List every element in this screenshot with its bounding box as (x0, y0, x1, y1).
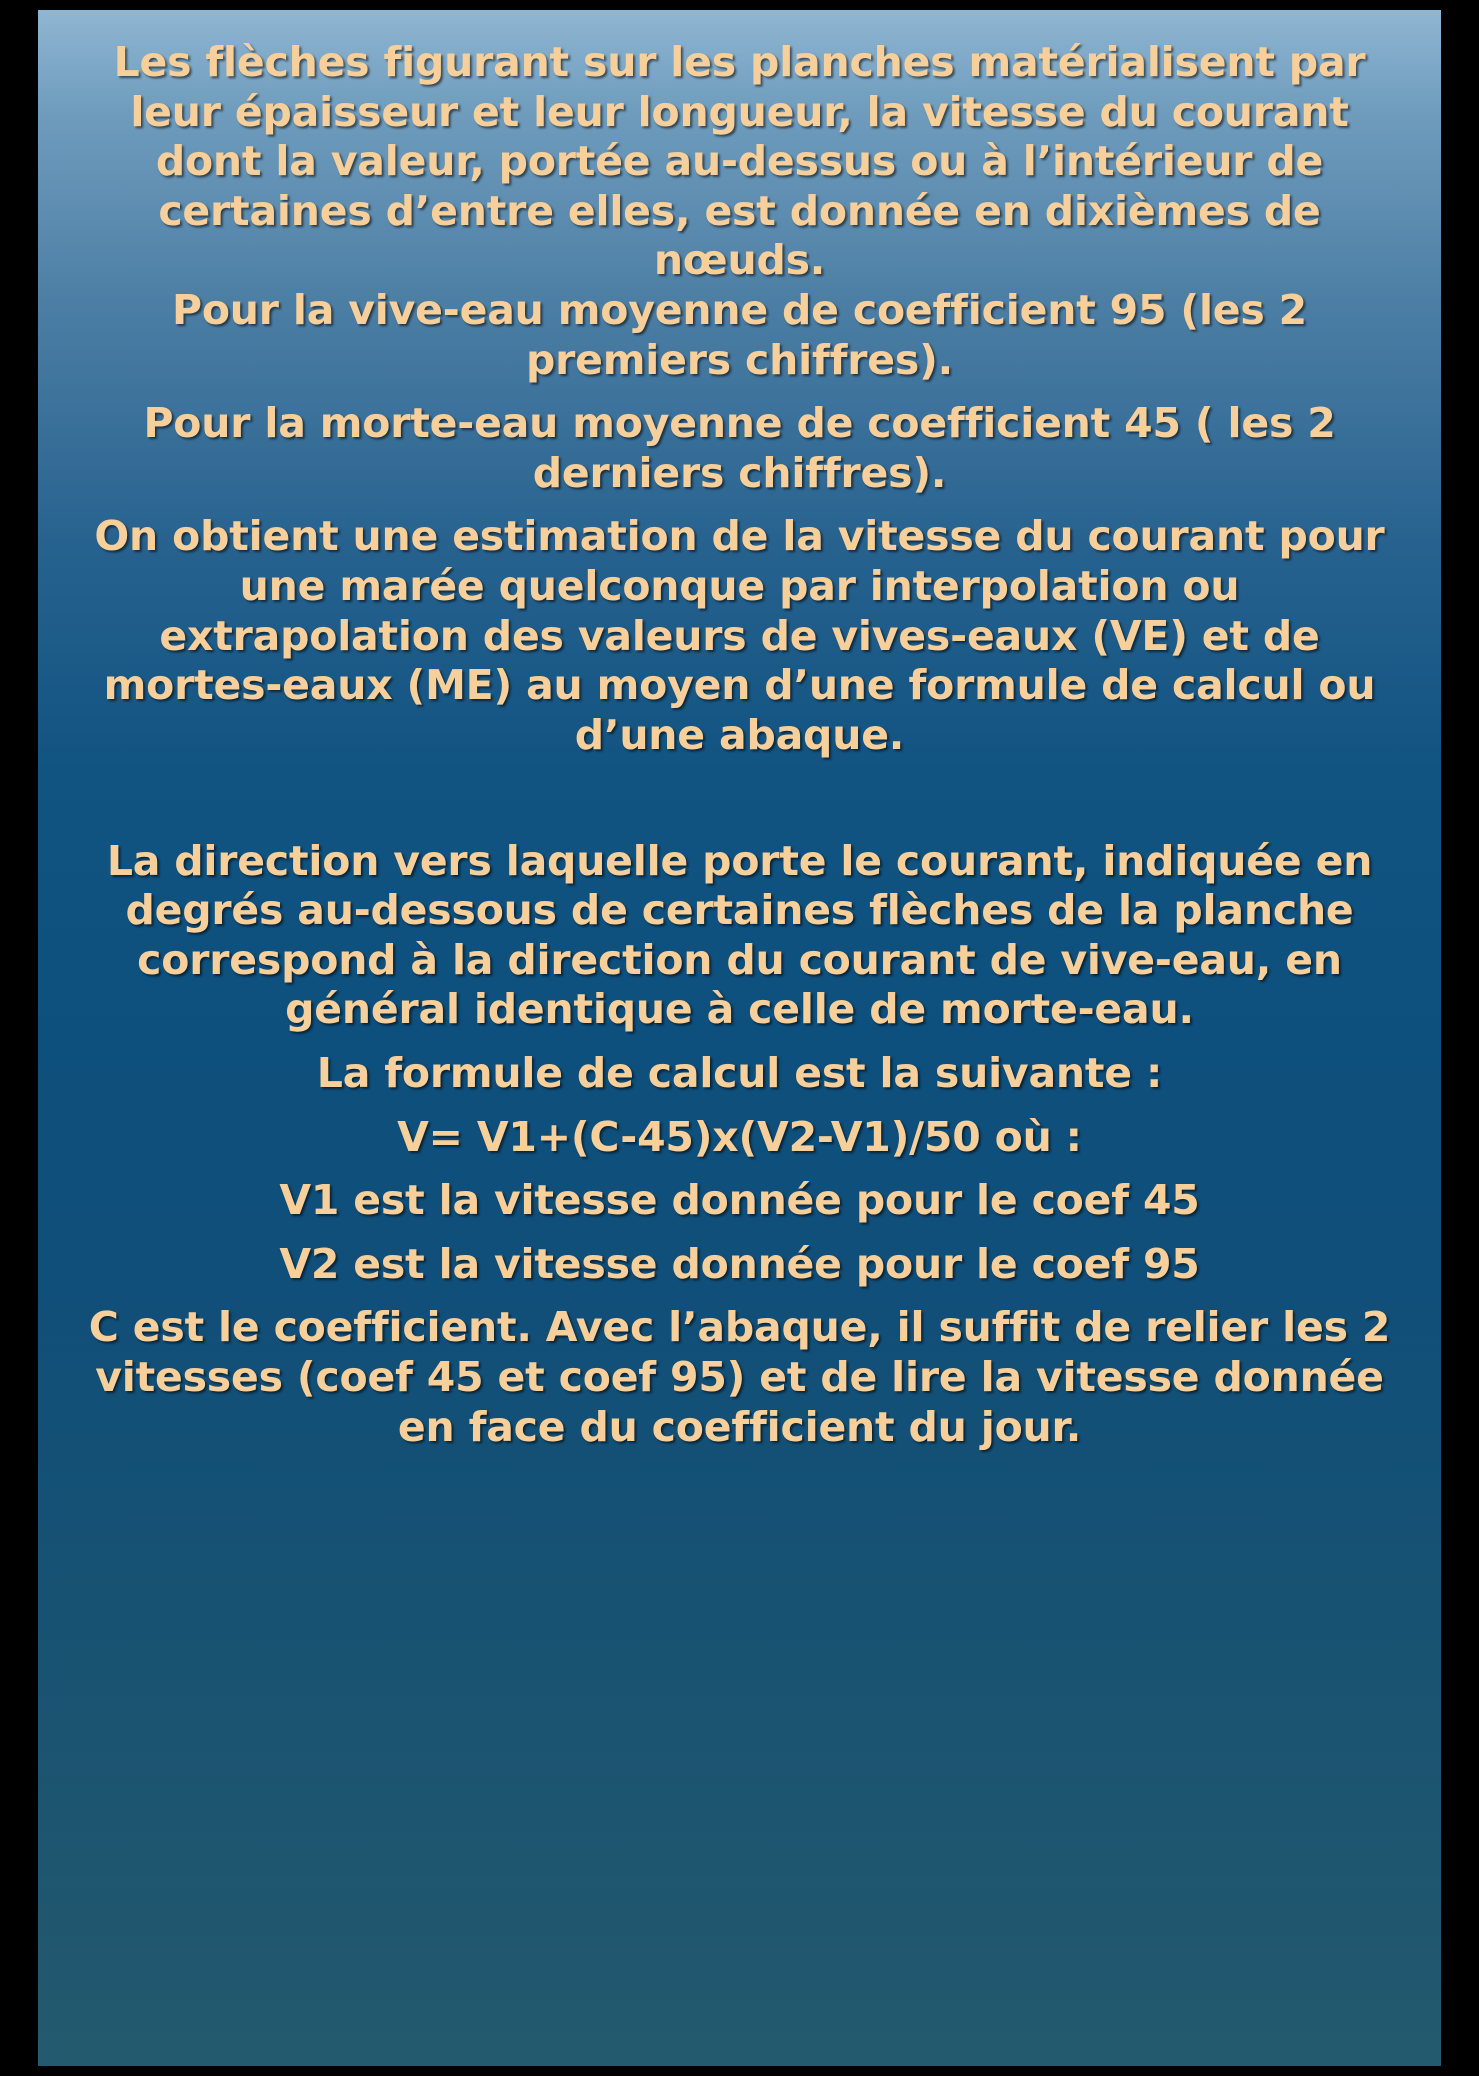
slide-canvas (38, 10, 1441, 2066)
paragraph-v2-definition: V2 est la vitesse donnée pour le coef 95 (279, 1239, 1200, 1288)
paragraph-current-direction: La direction vers laquelle porte le courant, indiquée en degrés au-dessous de certaines flèches de la planche correspond à la direction du courant de vive-eau, en général identique à celle de morte-eau. (106, 836, 1373, 1034)
paragraph-arrows-description: Les flèches figurant sur les planches matérialisent par leur épaisseur et leur longueur, la vitesse du courant dont la valeur, portée au-dessus ou à l’intérieur de certaines d’entre elles, est donnée en dixièmes de nœuds. (113, 38, 1366, 285)
paragraph-neap-tide-coefficient: Pour la morte-eau moyenne de coefficient 45 ( les 2 derniers chiffres). (143, 399, 1336, 497)
paragraph-v1-definition: V1 est la vitesse donnée pour le coef 45 (279, 1176, 1200, 1225)
paragraph-formula-intro: La formule de calcul est la suivante : (316, 1048, 1163, 1097)
paragraph-c-definition: C est le coefficient. Avec l’abaque, il suffit de relier les 2 vitesses (coef 45 et coef 95) et de lire la vitesse donnée en face du coefficient du jour. (88, 1303, 1391, 1451)
paragraph-formula: V= V1+(C-45)x(V2-V1)/50 où : (397, 1112, 1082, 1161)
paragraph-spring-tide-coefficient: Pour la vive-eau moyenne de coefficient 95 (les 2 premiers chiffres). (171, 286, 1308, 384)
paragraph-interpolation-estimate: On obtient une estimation de la vitesse du courant pour une marée quelconque par interpolation ou extrapolation des valeurs de vives-eaux (VE) et de mortes-eaux (ME) au moyen d’une formule de calcul ou d’une abaque. (94, 512, 1385, 759)
slide-text-body (38, 10, 1441, 1452)
